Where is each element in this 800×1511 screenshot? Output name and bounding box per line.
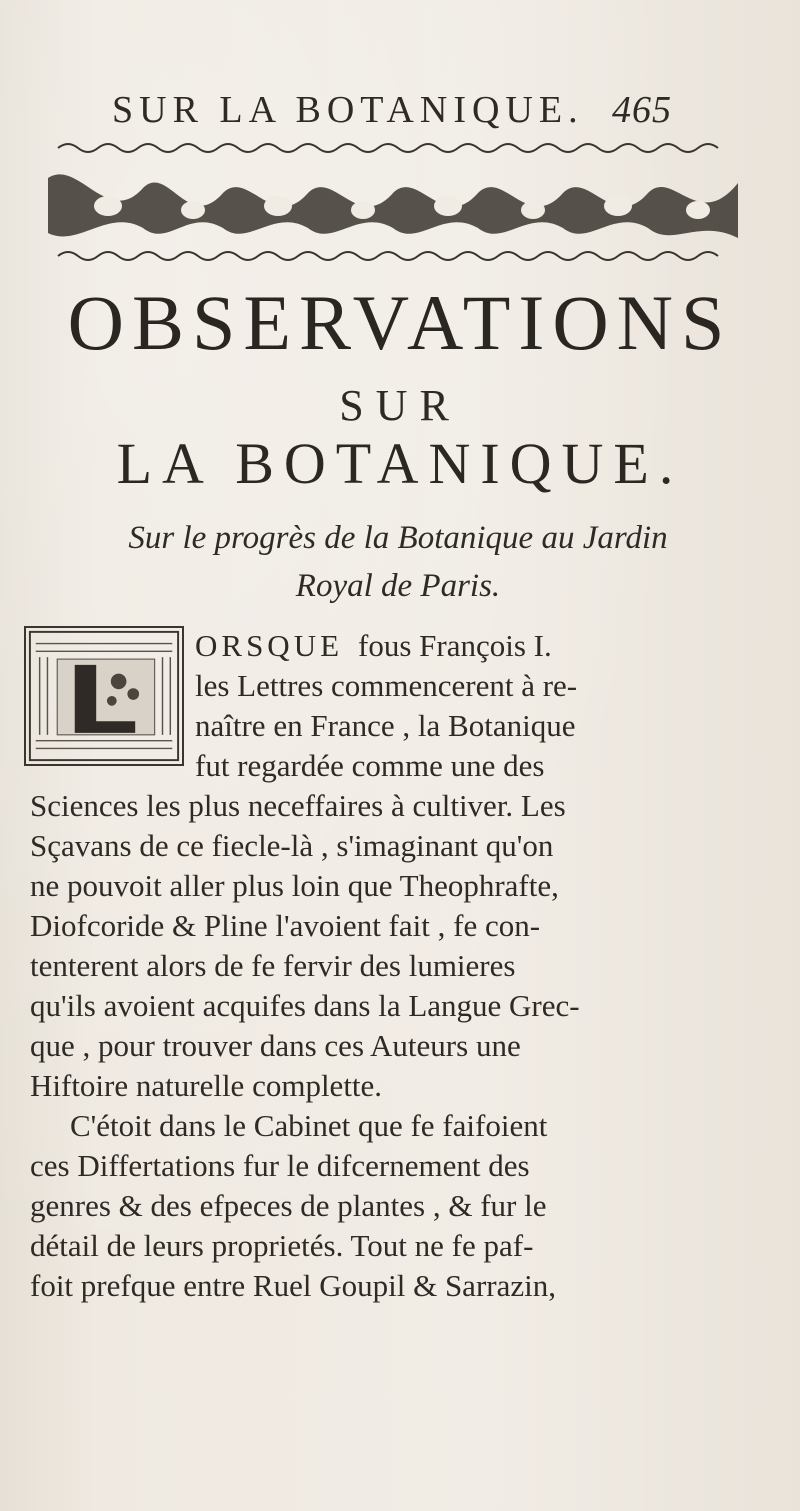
body-line: fous François I. bbox=[358, 628, 552, 663]
heading-la-botanique: LA BOTANIQUE. bbox=[116, 431, 684, 496]
drop-cap-continuation: ORSQUE bbox=[195, 628, 344, 663]
body-line: naître en France , la Botanique bbox=[195, 708, 576, 743]
subtitle-line: Royal de Paris. bbox=[295, 568, 501, 604]
body-line: ces Differtations fur le difcernement des bbox=[30, 1148, 530, 1183]
page-number: 465 bbox=[612, 89, 672, 131]
body-line: ne pouvoit aller plus loin que Theophrafte, bbox=[30, 868, 559, 903]
body-line: les Lettres commencerent à re- bbox=[195, 668, 578, 703]
heading-sur: SUR bbox=[339, 381, 461, 430]
body-line: Sciences les plus neceffaires à cultiver. Les bbox=[30, 788, 566, 823]
body-line: Sçavans de ce fiecle-là , s'imaginant qu'on bbox=[30, 828, 554, 863]
body-line: fut regardée comme une des bbox=[195, 748, 545, 783]
body-line: genres & des efpeces de plantes , & fur le bbox=[30, 1188, 547, 1223]
body-line: que , pour trouver dans ces Auteurs une bbox=[30, 1028, 521, 1063]
body-line: tenterent alors de fe fervir des lumieres bbox=[30, 948, 516, 983]
body-line: Diofcoride & Pline l'avoient fait , fe con- bbox=[30, 908, 541, 943]
running-head-title: SUR LA BOTANIQUE. bbox=[112, 89, 584, 131]
body-line: détail de leurs proprietés. Tout ne fe paf- bbox=[30, 1228, 534, 1263]
body-line: C'étoit dans le Cabinet que fe faifoient bbox=[70, 1108, 548, 1143]
body-line: Hiftoire naturelle complette. bbox=[30, 1068, 383, 1103]
heading-observations: OBSERVATIONS bbox=[67, 279, 733, 366]
subtitle-line: Sur le progrès de la Botanique au Jardin bbox=[128, 520, 668, 556]
body-line: qu'ils avoient acquifes dans la Langue Grec- bbox=[30, 988, 580, 1023]
body-line: foit prefque entre Ruel Goupil & Sarrazin, bbox=[30, 1268, 556, 1303]
